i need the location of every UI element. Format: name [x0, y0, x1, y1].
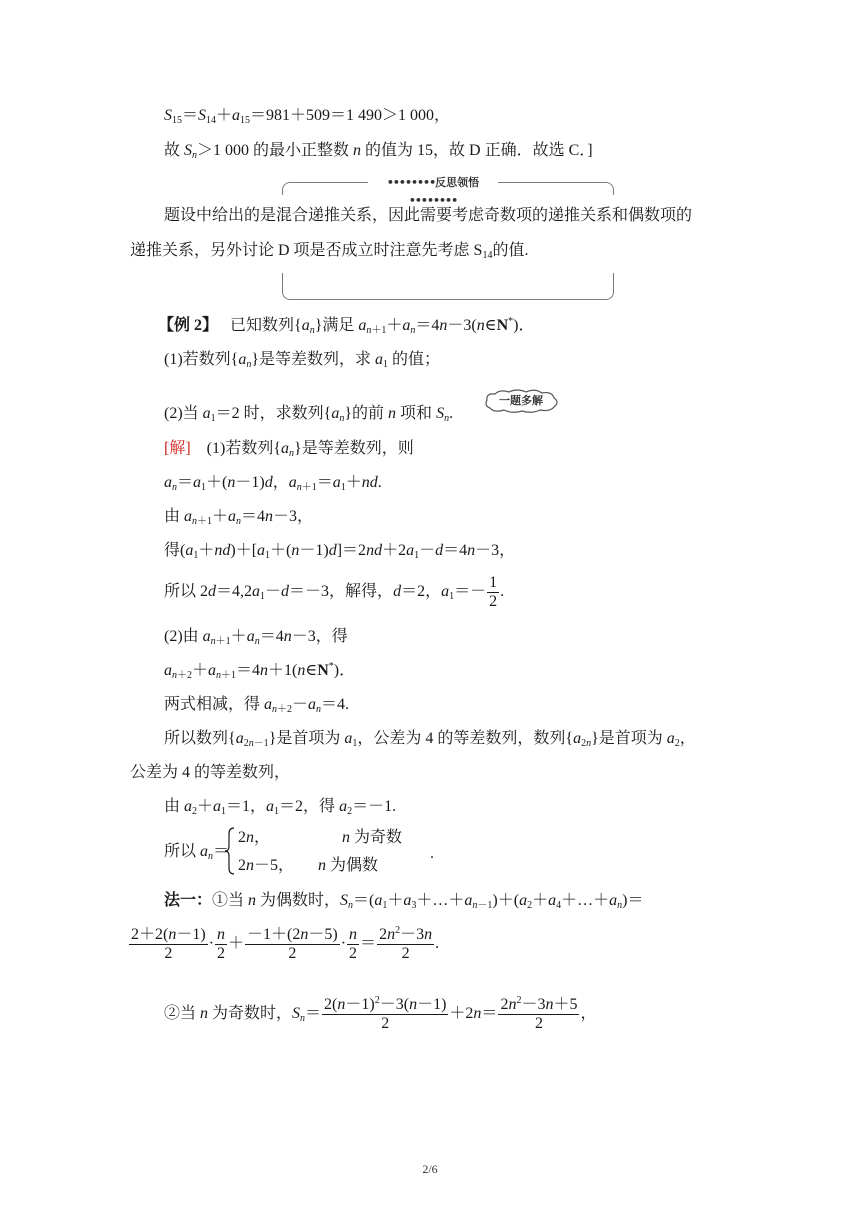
- text-line: 所以数列$\{a_{2n-1}\}$是首项为 $a_1$，公差为 4 的等差数列，数列$\{a_{2n}\}$是首项为 $a_2$，: [164, 730, 696, 749]
- example-label: 【例 2】: [158, 317, 211, 334]
- fraction: $\frac{-1+(2n-5)}{2}$: [247, 926, 338, 962]
- solution-label: [解]: [164, 440, 191, 457]
- fraction: $\frac{1}{2}$: [489, 574, 498, 610]
- text-line: n 为奇数: [342, 829, 403, 846]
- text-line: 由 $a_2+a_1=1$，$a_1=2$，得 $a_2=-1$.: [164, 798, 397, 817]
- reflection-line: [164, 206, 692, 226]
- text-line: 2n－5，: [238, 857, 295, 874]
- fraction: $\frac{n}{2}$: [349, 926, 358, 962]
- text-line: n 为偶数: [318, 857, 379, 874]
- text-line: $a_{n+2}+a_{n+1}=4n+1(n\in N^*)$．: [164, 661, 356, 681]
- text-line: (1)若数列$\{a_n\}$是等差数列，求 $a_1$ 的值；: [164, 351, 441, 370]
- banner-title: 反思领悟: [435, 176, 480, 189]
- text-line: 得$(a_1+nd)+[a_1+(n-1)d]=2nd+2a_1-d=4n-3$，: [164, 542, 516, 561]
- text-line: 法一：①当 n 为偶数时，$S_n=(a_1+a_3+\dots+a_{n-1})+(a_2+a_4+\dots+a_n)=$: [164, 892, 644, 911]
- text-line: 所以 $2d=4,2a_1-d=-3$，解得，d＝2，$a_1=-$ $\frac{1}{2}$ .: [164, 574, 505, 610]
- text-line: $a_n=a_1+(n-1)d$，$a_{n+1}=a_1+nd$.: [164, 474, 382, 493]
- fraction: $\frac{2(n-1)^2-3(n-1)}{2}$: [324, 995, 447, 1032]
- reflection-box-bottom: [282, 273, 614, 300]
- piecewise-brace: [224, 826, 236, 876]
- example-header: 【例 2】 已知数列$\{a_n\}$满足 $a_{n+1}+a_n=4n-3(n\in N^*)$．: [158, 316, 535, 336]
- text-line: $\frac{2+2(n-1)}{2}$ · $\frac{n}{2}$ ＋ $\frac{-1+(2n-5)}{2}$ · $\frac{n}{2}$ ＝ $\frac{2n^2-3n}{2}$ .: [131, 925, 440, 962]
- reflection-text-2: 递推关系，另外讨论 D 项是否成立时注意先考虑 S: [130, 242, 483, 259]
- fraction: $\frac{2n^2-3n+5}{2}$: [500, 995, 578, 1032]
- cloud-label: 一题多解: [499, 394, 543, 407]
- reflection-line: [130, 241, 528, 261]
- text-line: .: [430, 845, 434, 862]
- one-problem-multiple-solutions-badge: [482, 388, 560, 414]
- text-line: 2n，: [238, 829, 271, 846]
- fraction: $\frac{2n^2-3n}{2}$: [379, 925, 433, 962]
- text-line: (2)当 $a_1=2$ 时，求数列$\{a_n\}$的前 n 项和 $S_n$.: [164, 405, 454, 424]
- text-line: [解] (1)若数列$\{a_n\}$是等差数列，则: [164, 440, 414, 459]
- text-line: 由 $a_{n+1}+a_n=4n-3$，: [164, 508, 314, 527]
- text-line: 两式相减，得 $a_{n+2}-a_n=4$.: [164, 696, 350, 715]
- method-one-label: 法一：: [164, 892, 213, 909]
- reflection-sub: 14: [482, 250, 493, 261]
- text-line: 所以 $a_n=$: [164, 843, 230, 862]
- reflection-text-1: 题设中给出的是混合递推关系，因此需要考虑奇数项的递推关系和偶数项的: [164, 207, 693, 224]
- reflection-text-2-end: 的值.: [492, 242, 529, 259]
- reflection-banner: ••••••••反思领悟••••••••: [368, 174, 498, 192]
- fraction: $\frac{n}{2}$: [217, 926, 226, 962]
- text-line: $S_{15}=S_{14}+a_{15}=981+509=1$ 490＞1 000，: [164, 107, 451, 126]
- text-line: ②当 n 为奇数时，$S_n=$ $\frac{2(n-1)^2-3(n-1)}{2}$ ＋2n＝ $\frac{2n^2-3n+5}{2}$ ，: [164, 995, 597, 1032]
- text-line: 公差为 4 的等差数列，: [130, 764, 291, 781]
- page-number: 2/6: [422, 1162, 438, 1176]
- text-line: 故 $S_n>1$ 000 的最小正整数 n 的值为 15，故 D 正确．故选 C．]: [164, 142, 593, 161]
- fraction: $\frac{2+2(n-1)}{2}$: [131, 926, 206, 962]
- text-line: (2)由 $a_{n+1}+a_n=4n-3$，得: [164, 628, 348, 647]
